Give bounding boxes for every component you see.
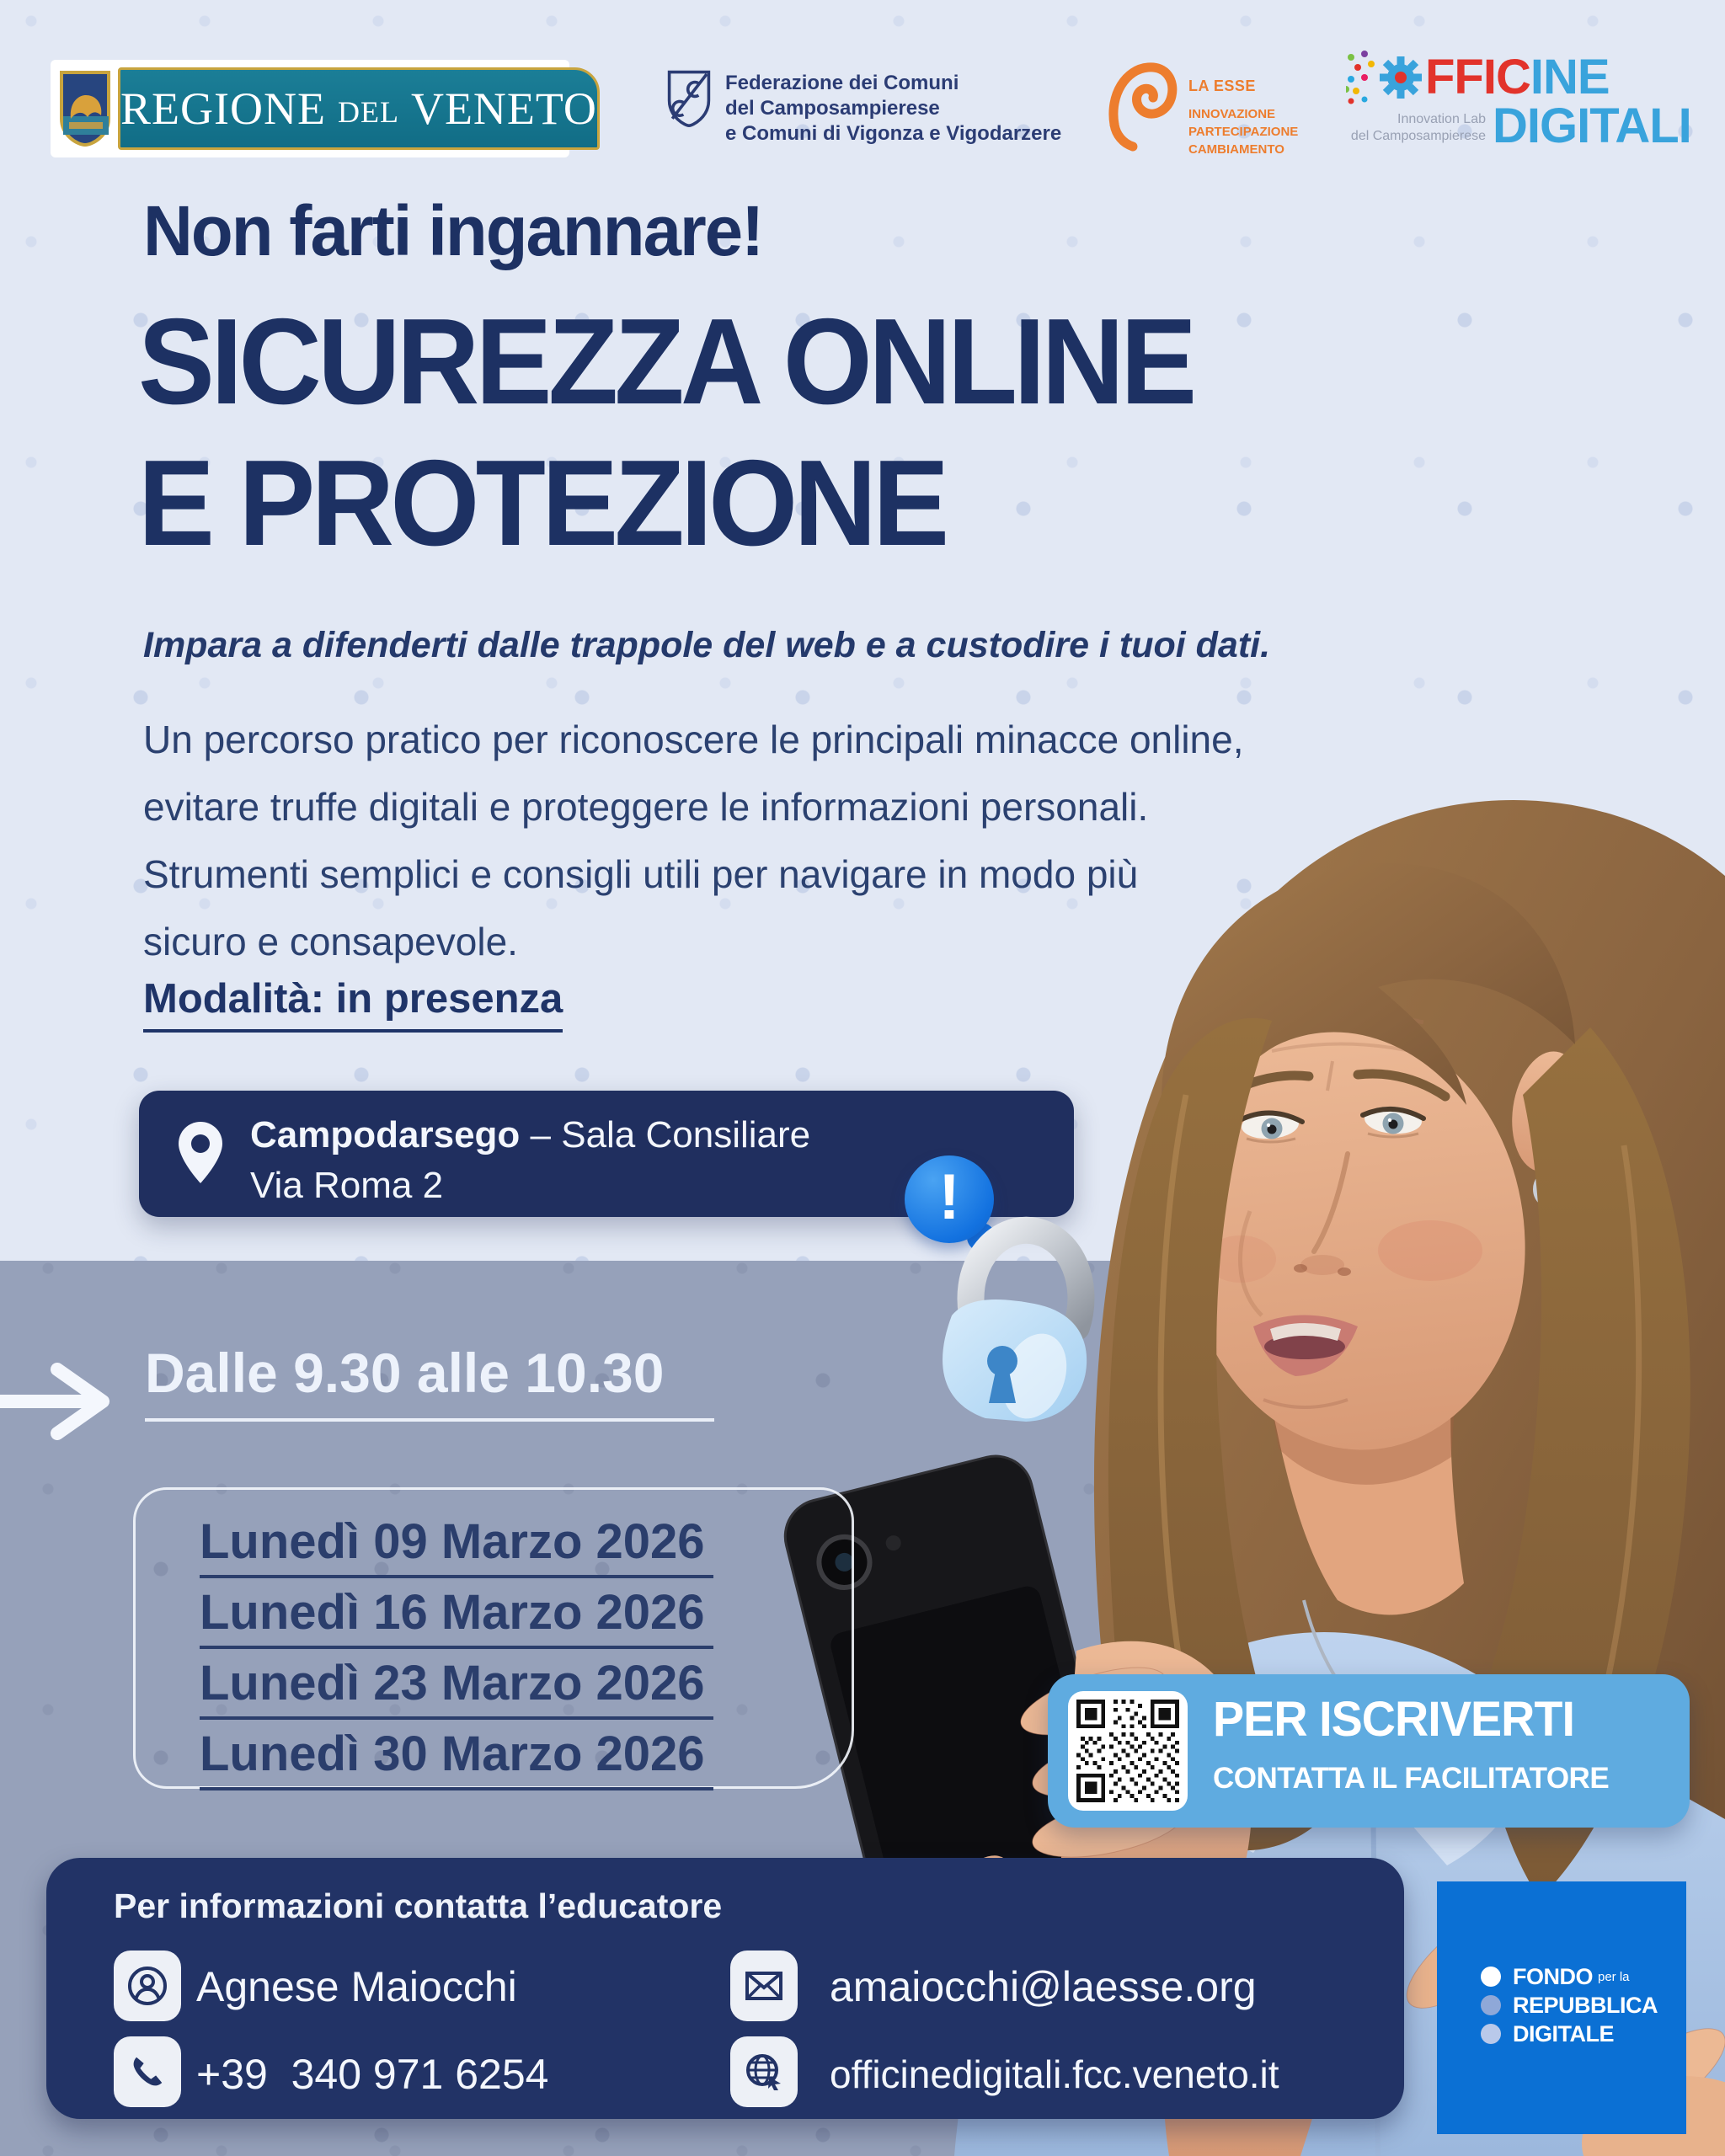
location-line1 (250, 1114, 810, 1156)
regione-word1: REGIONE (120, 83, 326, 134)
la-esse-tag1: INNOVAZIONE (1188, 107, 1276, 121)
la-esse-tag3: CAMBIAMENTO (1188, 142, 1284, 157)
la-esse-name: LA ESSE (1188, 77, 1256, 94)
footer-contact-panel (46, 1858, 1404, 2119)
body-line3: Strumenti semplici e consigli utili per navigare in modo più (143, 852, 1139, 896)
date-item-4: Lunedì 30 Marzo 2026 (200, 1726, 713, 1790)
modality-label: Modalità: in presenza (143, 975, 563, 1033)
la-esse-tag2: PARTECIPAZIONE (1188, 125, 1299, 139)
fondo-line2: REPUBBLICA (1513, 1992, 1658, 2018)
fondo-dot-3 (1481, 2024, 1501, 2044)
fondo-dot-2 (1481, 1995, 1501, 2015)
qr-code (1076, 1700, 1179, 1802)
signup-box (1048, 1674, 1690, 1828)
fondo-line1: FONDO (1513, 1963, 1593, 1989)
contact-website: officinedigitali.fcc.veneto.it (830, 2052, 1279, 2096)
subtitle: Impara a difenderti dalle trappole del web e a custodire i tuoi dati. (143, 625, 1271, 665)
fondo-repubblica-digitale-logo (1437, 1881, 1686, 2134)
officine-digitali-logo (1346, 47, 1708, 182)
arrow-right-icon (0, 1363, 126, 1440)
padlock-icon (925, 1211, 1097, 1426)
dates-box (133, 1487, 854, 1789)
person-icon (127, 1966, 168, 2006)
exclamation-bubble-icon: ! (905, 1155, 999, 1250)
main-title-line2: E PROTEZIONE (138, 435, 946, 571)
body-paragraph (143, 706, 1244, 975)
federazione-text (725, 66, 1061, 147)
regione-word2: DEL (337, 95, 399, 129)
date-item-1: Lunedì 09 Marzo 2026 (200, 1513, 713, 1578)
signup-title: PER ISCRIVERTI (1213, 1692, 1574, 1747)
phone-icon (128, 2052, 167, 2091)
officine-red-part: FFIC (1425, 50, 1530, 104)
body-line1: Un percorso pratico per riconoscere le principali minacce online, (143, 718, 1244, 761)
person-chip (114, 1951, 181, 2021)
officine-sub1: Innovation Lab (1397, 112, 1486, 126)
email-icon (744, 1966, 784, 2006)
date-item-3: Lunedì 23 Marzo 2026 (200, 1655, 713, 1720)
officine-blue-part: INE (1530, 50, 1610, 104)
regione-word3: VENETO (410, 83, 597, 134)
location-address: Via Roma 2 (250, 1165, 444, 1206)
federazione-line2: del Camposampierese (725, 97, 940, 120)
officine-sub-text (1346, 111, 1486, 145)
regione-veneto-crest-icon (59, 70, 111, 147)
federazione-shield-icon (666, 66, 712, 133)
globe-icon (744, 2052, 784, 2092)
website-chip (730, 2036, 798, 2107)
location-town: Campodarsego (250, 1114, 521, 1155)
contact-name: Agnese Maiocchi (196, 1963, 517, 2010)
federazione-logo (666, 66, 1061, 147)
signup-subtitle: CONTATTA IL FACILITATORE (1213, 1762, 1610, 1795)
regione-veneto-logo (51, 60, 597, 157)
regione-veneto-banner (118, 67, 600, 150)
fondo-line1-small: per la (1598, 1969, 1630, 1984)
location-venue: – Sala Consiliare (520, 1114, 811, 1155)
body-line2: evitare truffe digitali e proteggere le informazioni personali. (143, 785, 1149, 829)
location-pin-icon (178, 1121, 223, 1185)
la-esse-logo (1108, 61, 1298, 158)
la-esse-spiral-icon (1108, 61, 1178, 153)
confetti-dots-icon (1346, 51, 1376, 104)
qr-chip (1068, 1691, 1188, 1811)
footer-title: Per informazioni contatta l’educatore (114, 1886, 723, 1925)
body-line4: sicuro e consapevole. (143, 920, 518, 963)
gear-icon (1376, 53, 1425, 102)
officine-sub2: del Camposampierese (1350, 129, 1486, 143)
federazione-line1: Federazione dei Comuni (725, 72, 959, 94)
email-chip (730, 1951, 798, 2021)
officine-line2: DIGITALI (1493, 99, 1691, 153)
la-esse-text (1188, 61, 1298, 158)
contact-email: amaiocchi@laesse.org (830, 1963, 1257, 2010)
main-title-line1: SICUREZZA ONLINE (138, 293, 1194, 430)
kicker-heading: Non farti ingannare! (143, 191, 763, 270)
contact-phone: +39 340 971 6254 (196, 2051, 549, 2098)
time-heading: Dalle 9.30 alle 10.30 (145, 1341, 714, 1422)
date-item-2: Lunedì 16 Marzo 2026 (200, 1584, 713, 1649)
fondo-line3: DIGITALE (1513, 2020, 1614, 2047)
federazione-line3: e Comuni di Vigonza e Vigodarzere (725, 122, 1062, 145)
fondo-dot-1 (1481, 1967, 1501, 1987)
phone-chip (114, 2036, 181, 2107)
